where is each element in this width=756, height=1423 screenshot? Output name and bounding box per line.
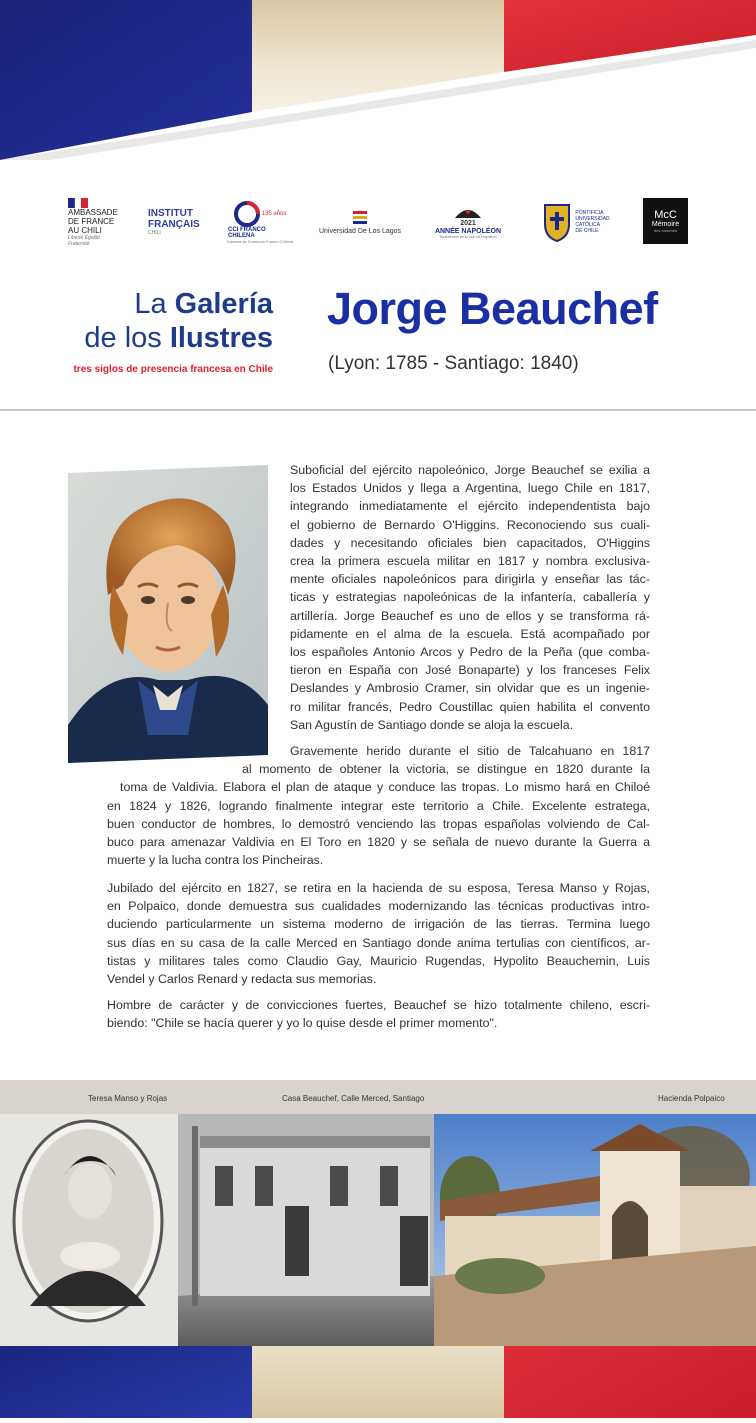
paragraph-1: Suboficial del ejército napoleónico, Jorge Beauchef se exilia a los Estados Unidos y llega a Argentina, luego Chile en 1817, integrando inmediatamente el ejército independentista bajo el gobierno de Bernardo O'Higgins. Reconociendo sus cuali- dades y necesitando oficiales bien capacitados, O'Higgins crea la primera escuela militar en 1817 y nombra exclusiva- mente oficiales napoleónicos para dirigirla y enseñar las tác- ticas y estrategias napoleónicas de la infantería, caballería y artillería. Jorge Beauchef es uno de ellos y se transforma rá- pidamente en el alma de la escuela. Está acompañado por los españoles Antonio Arcos y Pedro de la Peña (que comba- tieron en España con José Bonaparte) y los franceses Felix Deslandes y Ambrosio Cramer, sin olvidar que es un ingenie- ro militar francés, Pedro Coustillac quien habilita el convento San Agustín de Santiago donde se aloja la escuela. bbox=[290, 463, 650, 732]
top-flag-band bbox=[0, 0, 756, 160]
caption-hacienda: Hacienda Polpaico bbox=[658, 1094, 725, 1103]
ulagos-emblem-icon bbox=[353, 210, 367, 228]
portrait-jorge-beauchef bbox=[68, 465, 268, 763]
logo-annee-napoleon: 2021 ANNÉE NAPOLÉON Bicentenaire de la mort de Napoléon bbox=[428, 192, 508, 252]
french-flag-icon bbox=[68, 198, 88, 208]
sponsor-logos bbox=[0, 192, 756, 254]
puc-shield-icon bbox=[542, 202, 572, 242]
caption-teresa: Teresa Manso y Rojas bbox=[88, 1094, 168, 1103]
logo-puc: PONTIFICIA UNIVERSIDAD CATÓLICA DE CHILE bbox=[536, 192, 616, 252]
paragraph-3: Jubilado del ejército en 1827, se retira en la hacienda de su esposa, Teresa Manso y Rojas, en Polpaico, donde demuestra sus cualidades modernizando las técnicas productivas intro- duciendo particularmente un sistema moderno de irrigación de las tierras. Termina luego sus días en su casa de la calle Merced en Santiago donde anima tertulias con científicos, ar- tistas y militares tales como Claudio Gay, Mauricio Rugendas, Hypolito Beauchemin, Luis Vendel y Carlos Renard y redacta sus memorias. bbox=[107, 881, 650, 987]
paragraph-4: Hombre de carácter y de convicciones fuertes, Beauchef se hizo totalmente chileno, escri- biendo: "Chile se hacía querer y yo lo quise desde el primer momento". bbox=[107, 998, 650, 1031]
gallery-title-line1: La Galería bbox=[134, 288, 273, 320]
page-title: Jorge Beauchef bbox=[327, 283, 658, 334]
logo-ambassade: AMBASSADE DE FRANCE AU CHILI Liberté Égalité Fraternité bbox=[68, 192, 124, 252]
cci-emblem-icon bbox=[234, 201, 260, 227]
logo-universidad-de-los-lagos: Universidad De Los Lagos bbox=[318, 192, 402, 252]
header-divider bbox=[0, 409, 756, 411]
photo-hacienda-polpaico bbox=[434, 1114, 756, 1346]
photo-casa-beauchef bbox=[178, 1114, 434, 1346]
gallery-title-line2: de los Ilustres bbox=[84, 322, 273, 354]
life-dates: (Lyon: 1785 - Santiago: 1840) bbox=[328, 353, 579, 374]
logo-cci-franco-chilena: 135 años CCI FRANCO CHILENA Cámara de Comercio Franco Chilena bbox=[228, 192, 292, 252]
caption-casa: Casa Beauchef, Calle Merced, Santiago bbox=[282, 1094, 425, 1103]
logo-institut-francais: INSTITUT FRANÇAIS CHILI bbox=[148, 208, 200, 236]
gallery-subtitle: tres siglos de presencia francesa en Chile bbox=[73, 364, 273, 375]
photo-strip bbox=[0, 1106, 756, 1346]
bicorne-hat-icon bbox=[453, 206, 483, 220]
logo-memoire: McC Mémoire des hommes bbox=[643, 198, 688, 244]
photo-teresa-manso bbox=[0, 1114, 178, 1346]
paragraph-2: Gravemente herido durante el sitio de Talcahuano en 1817 al momento de obtener la victoria, se distingue en 1820 durante la toma de Valdivia. Elabora el plan de ataque y conduce las tropas. Lo mismo hará en Chiloé en 1824 y 1826, logrando finalmente integrar este territorio a Chile. Excelente estratega, buen conductor de hombres, lo demostró venciendo las tropas españolas volviendo de Cal- buco para amenazar Valdivia en El Toro en 1820 y se señala de nuevo durante la Guerra a muerte y la lucha contra los Pincheiras. bbox=[107, 744, 650, 868]
